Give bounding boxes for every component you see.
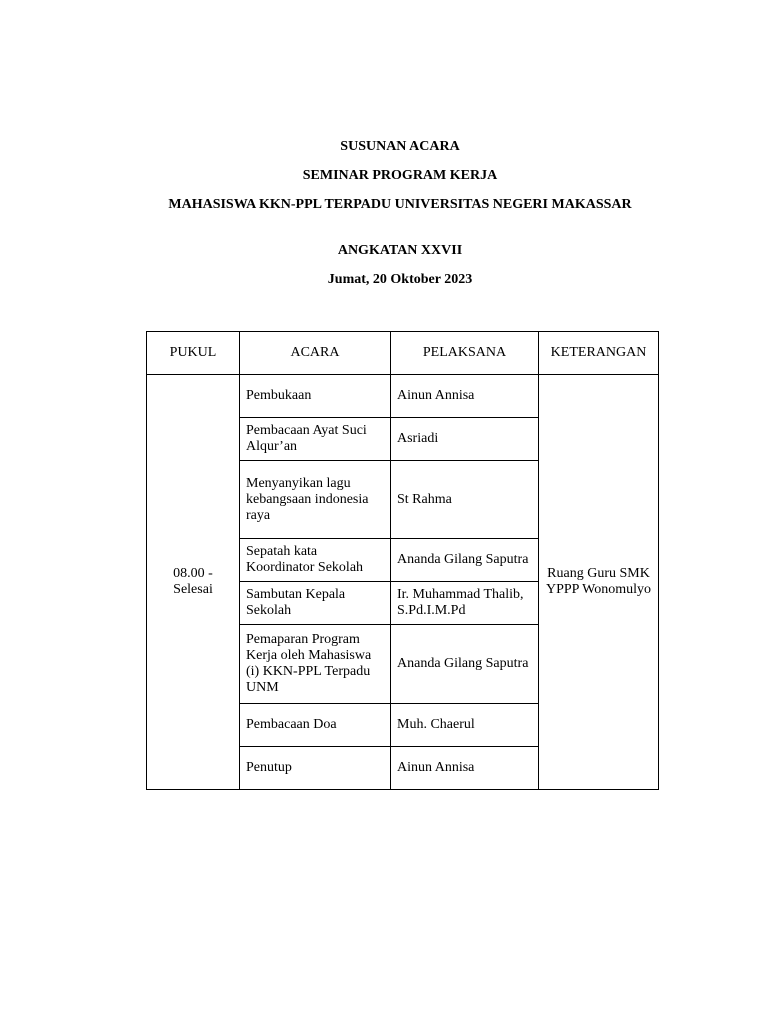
acara-cell: Sambutan Kepala Sekolah	[240, 582, 391, 625]
column-header-acara: ACARA	[240, 332, 391, 375]
event-date: Jumat, 20 Oktober 2023	[327, 272, 473, 287]
pelaksana-cell: Ainun Annisa	[391, 375, 539, 418]
acara-cell: Pembacaan Doa	[240, 704, 391, 747]
acara-cell: Sepatah kata Koordinator Sekolah	[240, 539, 391, 582]
pelaksana-cell: Ir. Muhammad Thalib, S.Pd.I.M.Pd	[391, 582, 539, 625]
pelaksana-cell: Asriadi	[391, 418, 539, 461]
acara-cell: Pembukaan	[240, 375, 391, 418]
pelaksana-cell: Ananda Gilang Saputra	[391, 539, 539, 582]
pelaksana-cell: Muh. Chaerul	[391, 704, 539, 747]
time-cell: 08.00 - Selesai	[147, 375, 240, 790]
acara-cell: Pemaparan Program Kerja oleh Mahasiswa (i) KKN-PPL Terpadu UNM	[240, 625, 391, 704]
acara-cell: Pembacaan Ayat Suci Alqur’an	[240, 418, 391, 461]
organizer-name: MAHASISWA KKN-PPL TERPADU UNIVERSITAS NEGERI MAKASSAR	[168, 197, 632, 212]
pelaksana-cell: St Rahma	[391, 461, 539, 539]
column-header-pelaksana: PELAKSANA	[391, 332, 539, 375]
column-header-pukul: PUKUL	[147, 332, 240, 375]
table-header-row	[147, 332, 659, 375]
location-cell: Ruang Guru SMK YPPP Wonomulyo	[539, 375, 659, 790]
document-title: SUSUNAN ACARA	[340, 139, 460, 154]
batch-label: ANGKATAN XXVII	[337, 243, 463, 258]
pelaksana-cell: Ananda Gilang Saputra	[391, 625, 539, 704]
schedule-table	[146, 331, 659, 790]
table-row	[147, 375, 659, 418]
acara-cell: Menyanyikan lagu kebangsaan indonesia raya	[240, 461, 391, 539]
pelaksana-cell: Ainun Annisa	[391, 747, 539, 790]
acara-cell: Penutup	[240, 747, 391, 790]
event-name: SEMINAR PROGRAM KERJA	[302, 168, 498, 183]
column-header-keterangan: KETERANGAN	[539, 332, 659, 375]
